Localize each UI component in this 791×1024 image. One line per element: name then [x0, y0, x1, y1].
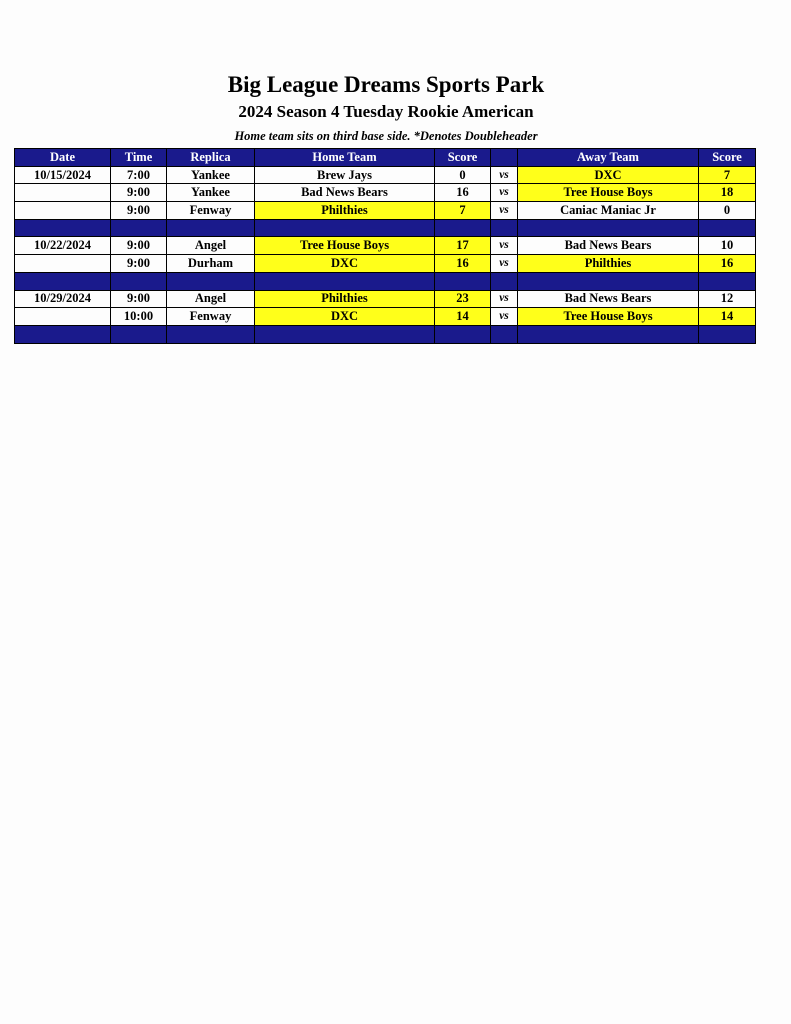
- home-team-score: 14: [435, 308, 491, 326]
- home-team-score: 23: [435, 290, 491, 308]
- separator-cell: [111, 272, 167, 290]
- game-replica-field: Yankee: [167, 184, 255, 202]
- versus-label: vs: [491, 237, 518, 255]
- separator-cell: [167, 272, 255, 290]
- separator-cell: [699, 325, 756, 343]
- game-date: 10/22/2024: [15, 237, 111, 255]
- home-team-name: DXC: [255, 255, 435, 273]
- versus-label: vs: [491, 308, 518, 326]
- schedule-body: [15, 166, 756, 343]
- home-team-name: Tree House Boys: [255, 237, 435, 255]
- column-header-away-score: Score: [699, 149, 756, 167]
- separator-cell: [15, 272, 111, 290]
- column-header-time: Time: [111, 149, 167, 167]
- away-team-score: 16: [699, 255, 756, 273]
- game-date: [15, 202, 111, 220]
- game-time: 9:00: [111, 184, 167, 202]
- game-time: 9:00: [111, 202, 167, 220]
- away-team-name: Philthies: [518, 255, 699, 273]
- page-subtitle: 2024 Season 4 Tuesday Rookie American: [238, 102, 534, 121]
- separator-cell: [699, 219, 756, 237]
- separator-cell: [435, 272, 491, 290]
- home-team-name: DXC: [255, 308, 435, 326]
- separator-cell: [518, 219, 699, 237]
- home-team-name: Bad News Bears: [255, 184, 435, 202]
- column-header-vs: [491, 149, 518, 167]
- game-row: [15, 290, 756, 308]
- separator-cell: [255, 272, 435, 290]
- away-team-score: 10: [699, 237, 756, 255]
- week-separator-row: [15, 272, 756, 290]
- game-row: [15, 237, 756, 255]
- away-team-name: Tree House Boys: [518, 184, 699, 202]
- game-date: [15, 308, 111, 326]
- home-team-score: 7: [435, 202, 491, 220]
- game-date: [15, 184, 111, 202]
- game-row: [15, 166, 756, 184]
- game-time: 7:00: [111, 166, 167, 184]
- home-team-score: 16: [435, 255, 491, 273]
- game-date: [15, 255, 111, 273]
- column-header-away-team: Away Team: [518, 149, 699, 167]
- versus-label: vs: [491, 166, 518, 184]
- column-header-date: Date: [15, 149, 111, 167]
- separator-cell: [491, 272, 518, 290]
- separator-cell: [518, 272, 699, 290]
- game-replica-field: Fenway: [167, 308, 255, 326]
- separator-cell: [111, 219, 167, 237]
- game-date: 10/29/2024: [15, 290, 111, 308]
- column-header-replica: Replica: [167, 149, 255, 167]
- column-header-home-score: Score: [435, 149, 491, 167]
- game-row: [15, 202, 756, 220]
- away-team-name: DXC: [518, 166, 699, 184]
- week-separator-row: [15, 219, 756, 237]
- game-row: [15, 255, 756, 273]
- game-replica-field: Durham: [167, 255, 255, 273]
- home-team-score: 0: [435, 166, 491, 184]
- home-team-score: 17: [435, 237, 491, 255]
- game-replica-field: Angel: [167, 290, 255, 308]
- away-team-score: 0: [699, 202, 756, 220]
- game-time: 9:00: [111, 255, 167, 273]
- separator-cell: [435, 325, 491, 343]
- away-team-name: Bad News Bears: [518, 237, 699, 255]
- away-team-score: 14: [699, 308, 756, 326]
- schedule-table: [14, 148, 756, 344]
- away-team-score: 18: [699, 184, 756, 202]
- game-replica-field: Fenway: [167, 202, 255, 220]
- away-team-name: Tree House Boys: [518, 308, 699, 326]
- versus-label: vs: [491, 290, 518, 308]
- separator-cell: [255, 325, 435, 343]
- separator-cell: [699, 272, 756, 290]
- separator-cell: [255, 219, 435, 237]
- home-team-name: Philthies: [255, 202, 435, 220]
- game-row: [15, 184, 756, 202]
- home-team-score: 16: [435, 184, 491, 202]
- column-header-home-team: Home Team: [255, 149, 435, 167]
- table-header-row: [15, 149, 756, 167]
- game-time: 9:00: [111, 290, 167, 308]
- away-team-name: Bad News Bears: [518, 290, 699, 308]
- away-team-score: 7: [699, 166, 756, 184]
- away-team-score: 12: [699, 290, 756, 308]
- separator-cell: [15, 325, 111, 343]
- separator-cell: [167, 219, 255, 237]
- separator-cell: [518, 325, 699, 343]
- game-time: 9:00: [111, 237, 167, 255]
- home-team-name: Brew Jays: [255, 166, 435, 184]
- separator-cell: [15, 219, 111, 237]
- page-title: Big League Dreams Sports Park: [227, 72, 545, 97]
- separator-cell: [435, 219, 491, 237]
- away-team-name: Caniac Maniac Jr: [518, 202, 699, 220]
- week-separator-row: [15, 325, 756, 343]
- separator-cell: [167, 325, 255, 343]
- separator-cell: [491, 219, 518, 237]
- schedule-note: Home team sits on third base side. *Denotes Doubleheader: [234, 129, 538, 143]
- game-replica-field: Yankee: [167, 166, 255, 184]
- separator-cell: [491, 325, 518, 343]
- game-date: 10/15/2024: [15, 166, 111, 184]
- game-row: [15, 308, 756, 326]
- versus-label: vs: [491, 202, 518, 220]
- game-time: 10:00: [111, 308, 167, 326]
- home-team-name: Philthies: [255, 290, 435, 308]
- separator-cell: [111, 325, 167, 343]
- versus-label: vs: [491, 255, 518, 273]
- game-replica-field: Angel: [167, 237, 255, 255]
- versus-label: vs: [491, 184, 518, 202]
